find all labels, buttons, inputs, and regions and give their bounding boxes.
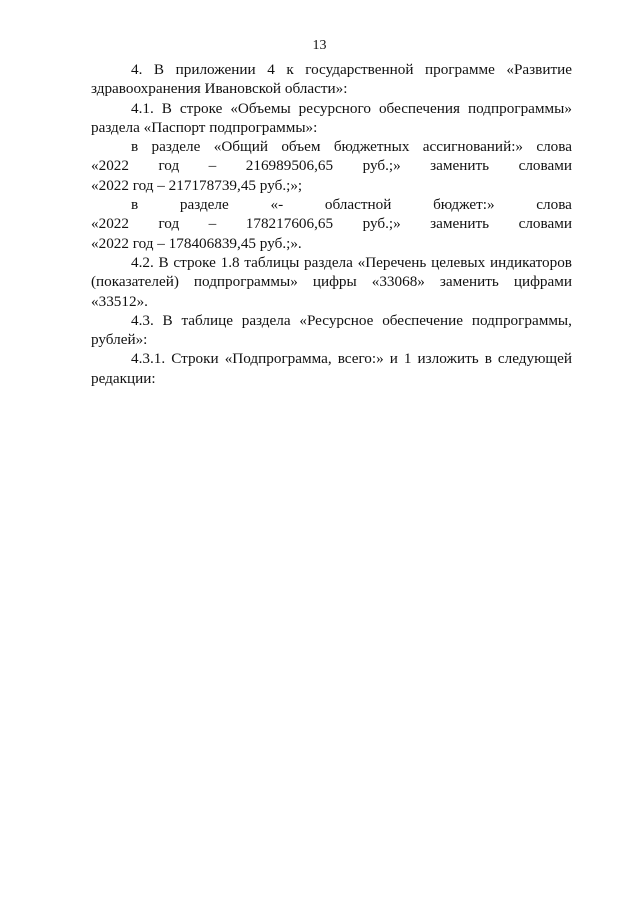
paragraph-4-1-b-line-1 (91, 195, 572, 214)
word: «Общий (213, 138, 268, 156)
word: изложить (417, 350, 479, 368)
word: «Подпрограмма, (224, 350, 332, 368)
word: подпрограммы» (468, 99, 572, 117)
word: таблицы (244, 253, 300, 271)
paragraph-4-1-b-line-3: «2022 год – 178406839,45 руб.;». (91, 234, 302, 252)
word: заменить (439, 273, 499, 291)
page-number: 13 (312, 38, 327, 53)
word: «Ресурсное (299, 311, 374, 329)
word: 1.8 (220, 253, 240, 271)
word: строке (179, 99, 223, 117)
word: словами (518, 215, 572, 233)
word: «2022 (91, 215, 129, 233)
word: «Объемы (230, 99, 291, 117)
word: областной (324, 196, 392, 214)
paragraph-4-line-1 (91, 60, 572, 79)
word: «33068» (371, 273, 425, 291)
word: словами (518, 157, 572, 175)
word: – (208, 157, 217, 175)
paragraph-4-3-1-line-1 (91, 349, 572, 368)
word: в (484, 350, 492, 368)
word: 178217606,65 (245, 215, 334, 233)
word: «Развитие (506, 61, 572, 78)
word: подпрограммы» (193, 273, 298, 291)
word: 4. (131, 61, 143, 78)
word: бюджет:» (433, 196, 495, 214)
word: цифры (312, 273, 357, 291)
word: раздела (241, 311, 291, 329)
word: 4.3. (131, 311, 154, 329)
word: раздела (304, 253, 353, 271)
word: «- (270, 196, 284, 214)
document-body (91, 60, 572, 388)
word: год (158, 157, 180, 175)
word: объем (281, 138, 321, 156)
paragraph-4-2-line-1 (91, 253, 572, 272)
word: Строки (171, 350, 219, 368)
word: программе (425, 61, 495, 78)
word: год (158, 215, 180, 233)
word: ассигнований:» (422, 138, 524, 156)
word: заменить (430, 215, 490, 233)
word: в (131, 138, 139, 156)
word: таблице (181, 311, 233, 329)
word: следующей (497, 350, 572, 368)
paragraph-4-3-1-line-2: редакции: (91, 369, 156, 387)
word: подпрограммы, (471, 311, 572, 329)
word: (показателей) (91, 273, 179, 291)
paragraph-4-1-line-1 (91, 99, 572, 118)
paragraph-4-2-line-2 (91, 272, 572, 291)
paragraph-4-1-a-line-1 (91, 137, 572, 156)
paragraph-4-3-line-1 (91, 311, 572, 330)
paragraph-4-3-line-2: рублей»: (91, 331, 148, 349)
word: ресурсного (298, 99, 371, 117)
word: 4.1. (131, 99, 154, 117)
word: цифрами (513, 273, 572, 291)
word: 216989506,65 (245, 157, 334, 175)
word: государственной (305, 61, 414, 78)
word: всего:» (337, 350, 384, 368)
paragraph-4-2-line-3: «33512». (91, 292, 148, 310)
word: в (131, 196, 139, 214)
word: 4.2. (131, 253, 154, 271)
paragraph-4-1-a-line-2 (91, 156, 572, 175)
word: целевых (431, 253, 486, 271)
word: «Перечень (357, 253, 427, 271)
word: обеспечение (382, 311, 464, 329)
paragraph-4-1-line-2: раздела «Паспорт подпрограммы»: (91, 118, 318, 136)
word: В (153, 61, 165, 78)
word: 1 (403, 350, 412, 368)
word: В (158, 253, 169, 271)
word: слова (536, 196, 572, 214)
word: 4 (267, 61, 275, 78)
word: руб.;» (362, 157, 401, 175)
word: обеспечения (378, 99, 461, 117)
paragraph-4-1-a-line-3: «2022 год – 217178739,45 руб.;»; (91, 176, 303, 194)
word: слова (536, 138, 572, 156)
word: разделе (179, 196, 229, 214)
word: «2022 (91, 157, 129, 175)
word: и (389, 350, 398, 368)
word: бюджетных (333, 138, 410, 156)
word: – (208, 215, 217, 233)
word: В (162, 311, 173, 329)
word: индикаторов (489, 253, 572, 271)
word: 4.3.1. (131, 350, 166, 368)
word: к (286, 61, 294, 78)
word: В (161, 99, 172, 117)
word: руб.;» (362, 215, 401, 233)
word: разделе (151, 138, 201, 156)
word: заменить (430, 157, 490, 175)
word: строке (173, 253, 216, 271)
word: приложении (175, 61, 256, 78)
paragraph-4-1-b-line-2 (91, 214, 572, 233)
paragraph-4-line-2: здравоохранения Ивановской области»: (91, 80, 348, 98)
